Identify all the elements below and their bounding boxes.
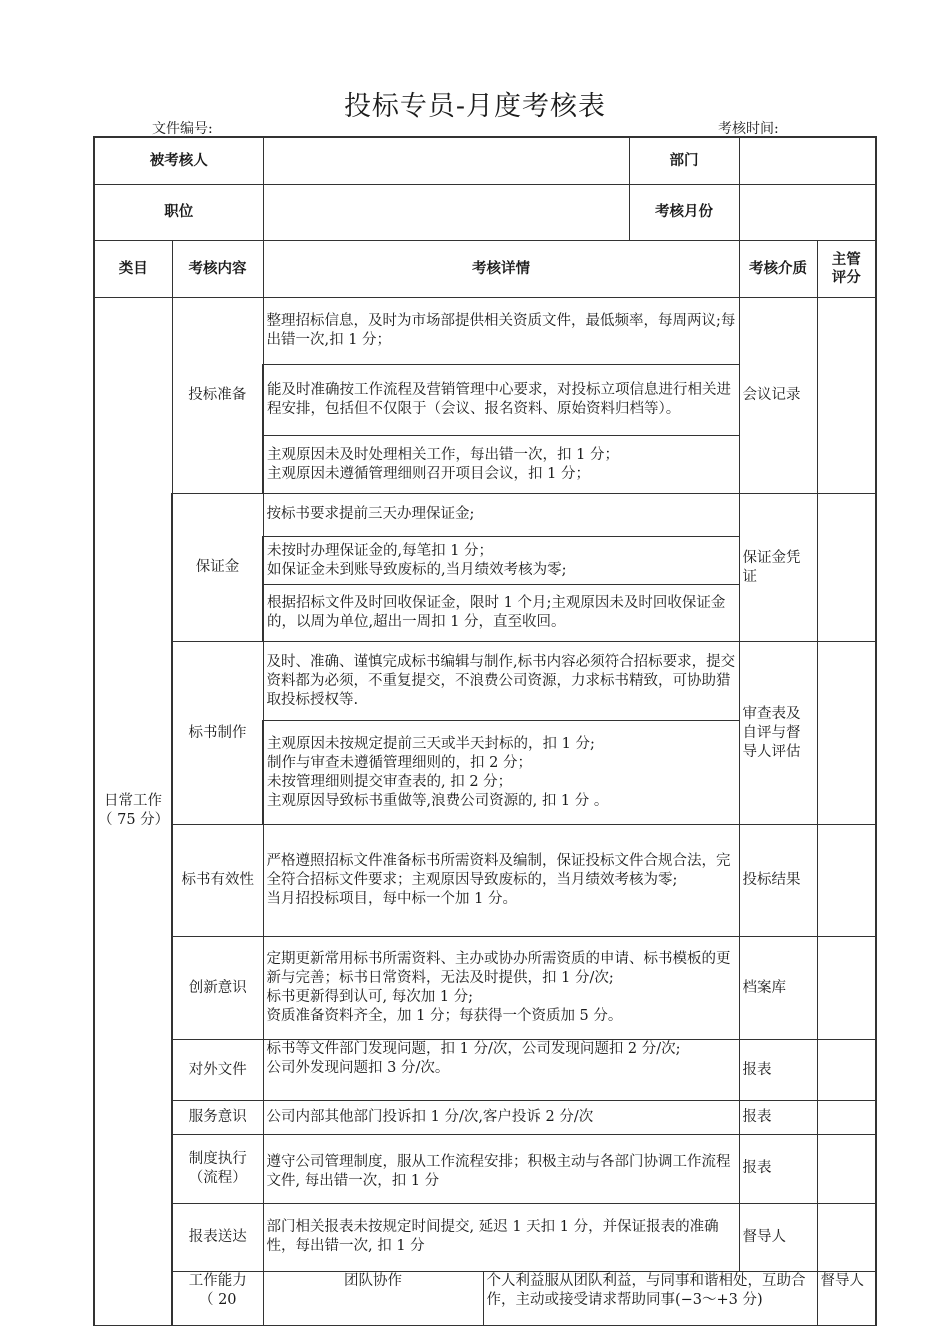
table-row [94, 642, 876, 721]
score-cell[interactable] [817, 936, 876, 1040]
table-row [94, 1101, 876, 1135]
item-detail: 个人利益服从团队利益，与同事和谐相处，互助合作，主动或接受请求帮助同事(−3～+3 分) [483, 1272, 817, 1326]
category-ability: 工作能力 （ 20 [172, 1272, 263, 1326]
examinee-label: 被考核人 [94, 137, 263, 185]
table-row [94, 297, 876, 364]
position-label: 职位 [94, 185, 263, 241]
col-content: 考核内容 [172, 241, 263, 298]
col-details: 考核详情 [263, 241, 739, 298]
item-detail: 部门相关报表未按规定时间提交, 延迟 1 天扣 1 分，并保证报表的准确性，每出错一次, 扣 1 分 [263, 1203, 739, 1271]
table-row [94, 1134, 876, 1203]
item-detail: 定期更新常用标书所需资料、主办或协办所需资质的申请、标书模板的更新与完善；标书日常资料，无法及时提供，扣 1 分/次; 标书更新得到认可, 每次加 1 分; 资质准备资料齐全，加 1 分；每获得一个资质加 5 分。 [263, 936, 739, 1040]
item-detail: 严格遵照招标文件准备标书所需资料及编制，保证投标文件合规合法，完全符合招标文件要求；主观原因导致废标的，当月绩效考核为零; 当月招投标项目，每中标一个加 1 分。 [263, 825, 739, 937]
item-name: 标书制作 [172, 642, 263, 825]
item-medium: 督导人 [739, 1203, 817, 1271]
item-detail: 整理招标信息，及时为市场部提供相关资质文件，最低频率，每周两议;每出错一次,扣 1 分； [263, 297, 739, 364]
item-detail: 标书等文件部门发现问题，扣 1 分/次，公司发现问题扣 2 分/次; 公司外发现问题扣 3 分/次。 [263, 1040, 739, 1101]
item-detail: 根据招标文件及时回收保证金，限时 1 个月;主观原因未及时回收保证金的，以周为单位,超出一周扣 1 分，直至收回。 [263, 585, 739, 642]
item-name: 服务意识 [172, 1101, 263, 1135]
item-detail: 主观原因未及时处理相关工作，每出错一次，扣 1 分； 主观原因未遵循管理细则召开项目会议，扣 1 分； [263, 436, 739, 494]
item-name: 报表送达 [172, 1203, 263, 1271]
item-medium: 报表 [739, 1134, 817, 1203]
position-value[interactable] [263, 185, 629, 241]
item-medium: 会议记录 [739, 297, 817, 493]
item-detail: 按标书要求提前三天办理保证金; [263, 493, 739, 536]
header-row-position [94, 185, 876, 241]
col-score: 主管 评分 [817, 241, 876, 298]
item-name: 创新意识 [172, 936, 263, 1040]
item-detail: 遵守公司管理制度，服从工作流程安排；积极主动与各部门协调工作流程文件, 每出错一次，扣 1 分 [263, 1134, 739, 1203]
item-name: 标书有效性 [172, 825, 263, 937]
column-header-row [94, 241, 876, 298]
document-number-label: 文件编号: [152, 121, 213, 137]
check-time-label: 考核时间: [718, 121, 779, 137]
table-row [94, 825, 876, 937]
table-row [94, 1272, 876, 1326]
department-label: 部门 [629, 137, 739, 185]
score-cell[interactable] [817, 642, 876, 825]
item-name: 团队协作 [263, 1272, 483, 1326]
item-detail: 及时、准确、谨慎完成标书编辑与制作,标书内容必须符合招标要求，提交资料都为必须，不重复提交，不浪费公司资源，力求标书精致，可协助猎取投标授权等. [263, 642, 739, 721]
item-medium: 档案库 [739, 936, 817, 1040]
item-detail: 主观原因未按规定提前三天或半天封标的，扣 1 分; 制作与审查未遵循管理细则的，扣 2 分； 未按管理细则提交审查表的, 扣 2 分； 主观原因导致标书重做等,浪费公司资源的, 扣 1 分 。 [263, 721, 739, 825]
month-value[interactable] [739, 185, 876, 241]
item-medium: 报表 [739, 1101, 817, 1135]
month-label: 考核月份 [629, 185, 739, 241]
document-title: 投标专员-月度考核表 [343, 91, 607, 122]
item-medium: 保证金凭证 [739, 493, 817, 641]
score-cell[interactable] [817, 1203, 876, 1271]
item-name: 对外文件 [172, 1040, 263, 1101]
score-cell[interactable] [817, 1040, 876, 1101]
table-row [94, 1040, 876, 1101]
score-cell[interactable] [817, 297, 876, 493]
table-row [94, 1203, 876, 1271]
score-cell[interactable] [817, 1101, 876, 1135]
item-medium: 报表 [739, 1040, 817, 1101]
item-detail: 公司内部其他部门投诉扣 1 分/次,客户投诉 2 分/次 [263, 1101, 739, 1135]
item-medium: 投标结果 [739, 825, 817, 937]
department-value[interactable] [739, 137, 876, 185]
item-name: 投标准备 [172, 297, 263, 493]
category-daily: 日常工作 （ 75 分） [94, 297, 172, 1325]
table-row [94, 493, 876, 536]
col-category: 类目 [94, 241, 172, 298]
table-row [94, 936, 876, 1040]
item-name: 保证金 [172, 493, 263, 641]
col-medium: 考核介质 [739, 241, 817, 298]
item-medium: 审查表及自评与督导人评估 [739, 642, 817, 825]
item-name: 制度执行 （流程） [172, 1134, 263, 1203]
score-cell[interactable] [817, 1134, 876, 1203]
header-row-examinee [94, 137, 876, 185]
item-medium: 督导人 [817, 1272, 876, 1326]
score-cell[interactable] [817, 493, 876, 641]
item-detail: 能及时准确按工作流程及营销管理中心要求，对投标立项信息进行相关进程安排，包括但不仅限于（会议、报名资料、原始资料归档等）。 [263, 365, 739, 436]
item-detail: 未按时办理保证金的,每笔扣 1 分； 如保证金未到账导致废标的,当月绩效考核为零; [263, 536, 739, 585]
score-cell[interactable] [817, 825, 876, 937]
examinee-value[interactable] [263, 137, 629, 185]
assessment-table [93, 136, 877, 1326]
